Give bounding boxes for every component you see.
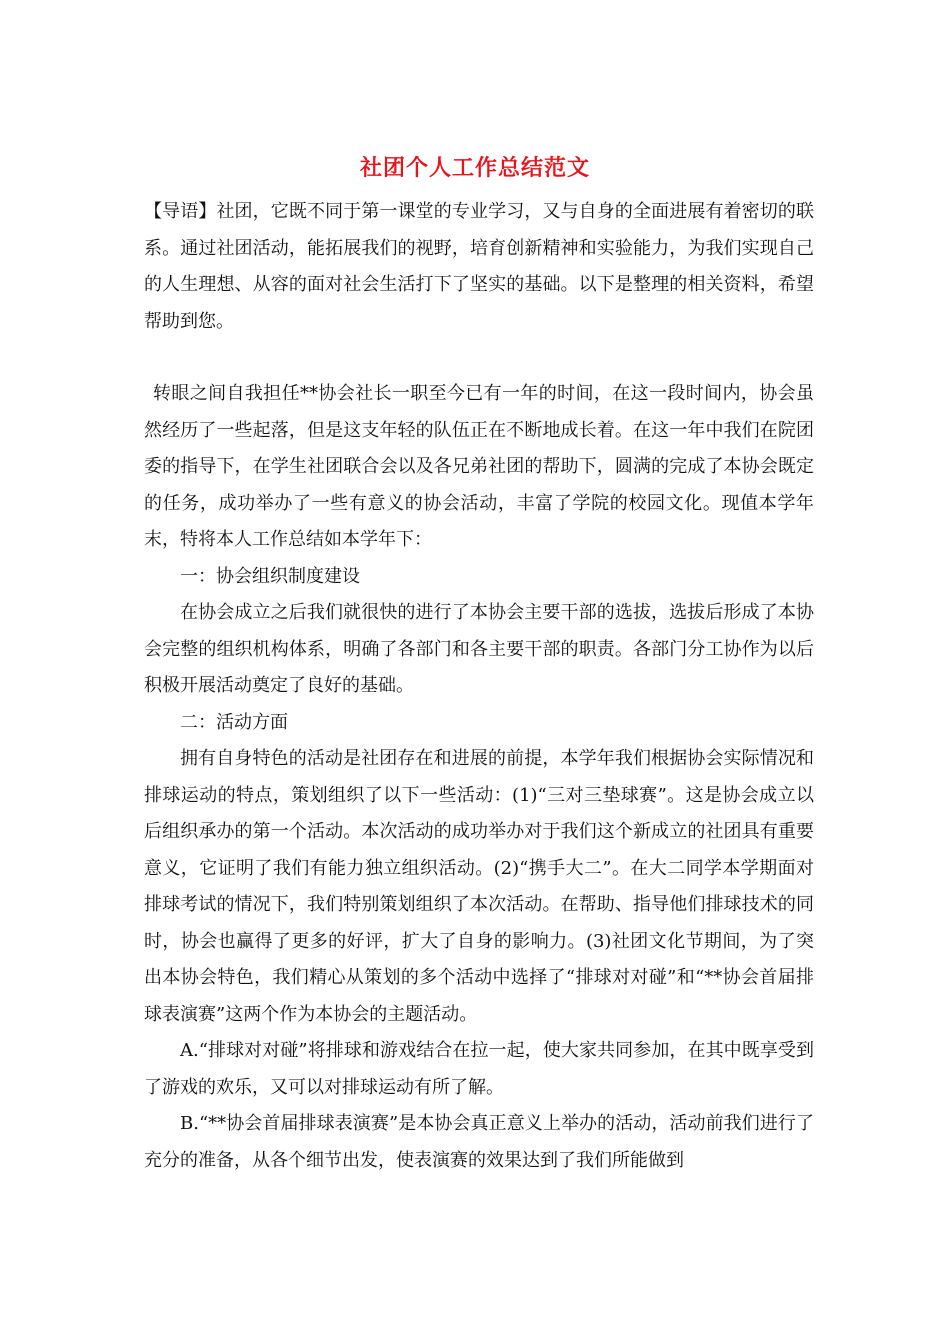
body-paragraph: A.“排球对对碰”将排球和游戏结合在拉一起，使大家共同参加，在其中既享受到了游戏的欢乐，又可以对排球运动有所了解。 bbox=[144, 1040, 814, 1098]
body-paragraph: 拥有自身特色的活动是社团存在和进展的前提，本学年我们根据协会实际情况和排球运动的特点，策划组织了以下一些活动：(1)“三对三垫球赛”。这是协会成立以后组织承办的第一个活动。本次活动的成功举办对于我们这个新成立的社团具有重要意义，它证明了我们有能力独立组织活动。(2)“携手大二”。在大二同学本学期面对排球考试的情况下，我们特别策划组织了本次活动。在帮助、指导他们排球技术的同时，协会也赢得了更多的好评，扩大了自身的影响力。(3)社团文化节期间，为了突出本协会特色，我们精心从策划的多个活动中选择了“排球对对碰”和“**协会首届排球表演赛”这两个作为本协会的主题活动。 bbox=[144, 748, 814, 1025]
body-paragraph: 转眼之间自我担任**协会社长一职至今已有一年的时间，在这一段时间内，协会虽然经历了一些起落，但是这支年轻的队伍正在不断地成长着。在这一年中我们在院团委的指导下，在学生社团联合会以及各兄弟社团的帮助下，圆满的完成了本协会既定的任务，成功举办了一些有意义的协会活动，丰富了学院的校园文化。现值本学年末，特将本人工作总结如本学年下： bbox=[144, 383, 814, 550]
section-heading: 一：协会组织制度建设 bbox=[180, 565, 360, 587]
intro-paragraph: 【导语】社团，它既不同于第一课堂的专业学习，又与自身的全面进展有着密切的联系。通过社团活动，能拓展我们的视野，培育创新精神和实验能力，为我们实现自己的人生理想、从容的面对社会生活打下了坚实的基础。以下是整理的相关资料，希望帮助到您。 bbox=[144, 201, 814, 332]
document-body bbox=[144, 194, 814, 1179]
document-title: 社团个人工作总结范文 bbox=[359, 155, 590, 181]
body-paragraph: B.“**协会首届排球表演赛”是本协会真正意义上举办的活动，活动前我们进行了充分的准备，从各个细节出发，使表演赛的效果达到了我们所能做到 bbox=[144, 1113, 814, 1171]
body-paragraph: 在协会成立之后我们就很快的进行了本协会主要干部的选拔，选拔后形成了本协会完整的组织机构体系，明确了各部门和各主要干部的职责。各部门分工协作为以后积极开展活动奠定了良好的基础。 bbox=[144, 602, 814, 696]
section-heading: 二：活动方面 bbox=[180, 711, 288, 733]
